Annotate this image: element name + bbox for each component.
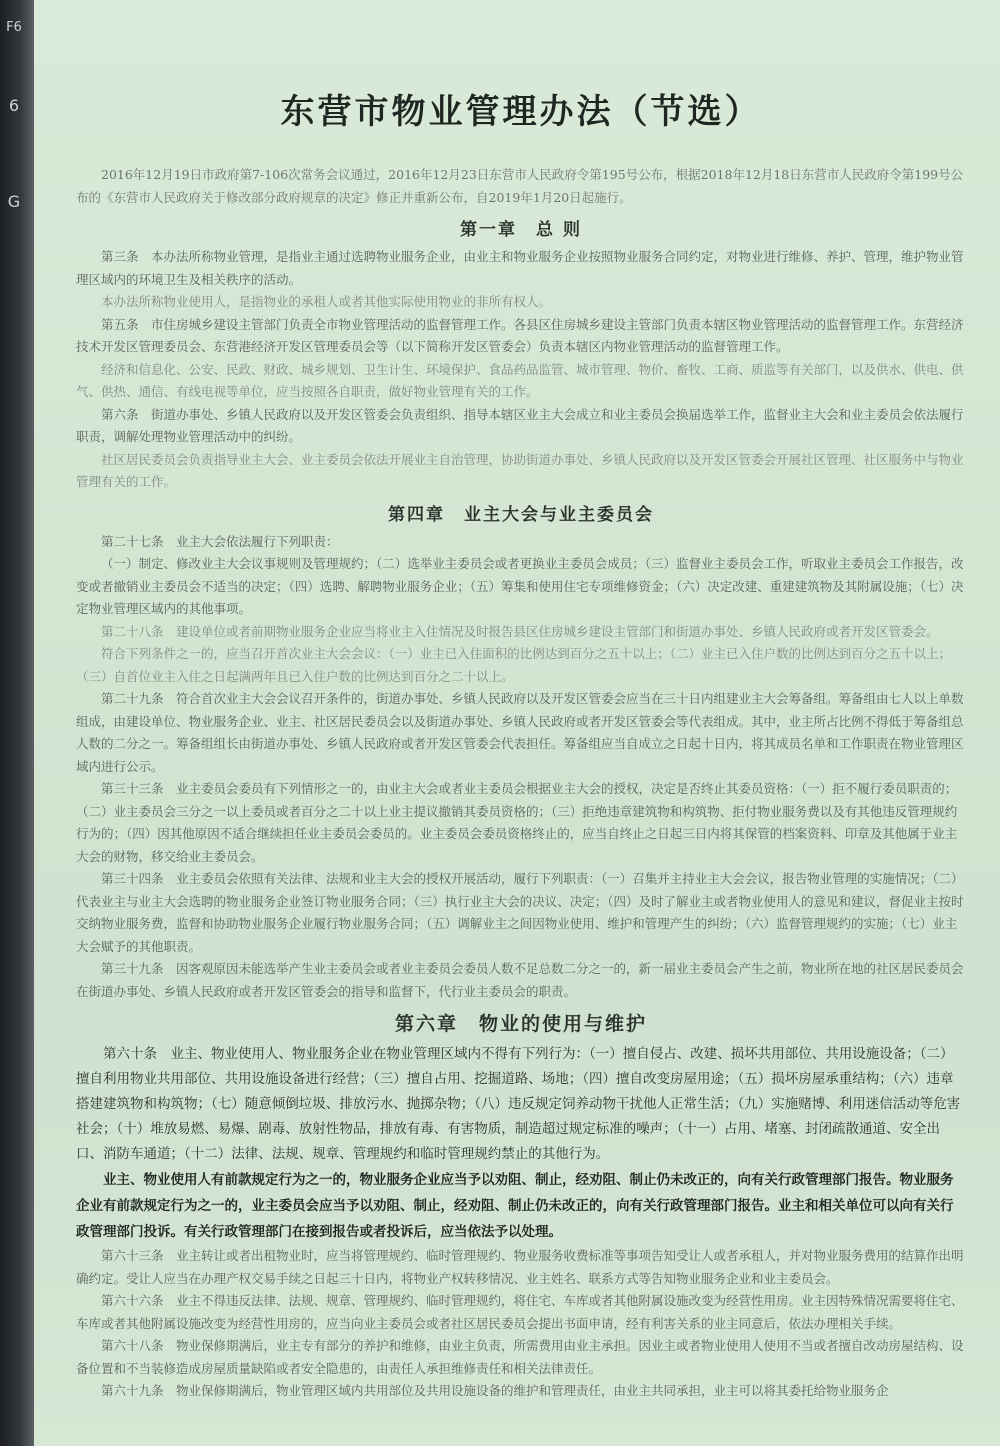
chapter-six-para: 第六十八条 物业保修期满后，业主专有部分的养护和维修，由业主负责，所需费用由业主承担。因业主或者物业使用人使用不当或者擅自改动房屋结构、设备位置和不当装修造成房屋质量缺陷或者安全隐患的，由责任人承担维修责任和相关法律责任。 [76, 1338, 964, 1376]
chapter-one-para: 第六条 街道办事处、乡镇人民政府以及开发区管委会负责组织、指导本辖区业主大会成立和业主委员会换届选举工作，监督业主大会和业主委员会依法履行职责，调解处理物业管理活动中的纠纷。 [76, 406, 964, 444]
chapter-six-para: 第六十三条 业主转让或者出租物业时，应当将管理规约、临时管理规约、物业服务收费标准等事项告知受让人或者承租人，并对物业服务费用的结算作出明确约定。受让人应当在办理产权交易手续之日起三十日内，将物业产权转移情况、业主姓名、联系方式等告知物业服务企业和业主委员会。 [76, 1248, 964, 1286]
chapter-four-para: 第二十九条 符合首次业主大会会议召开条件的，街道办事处、乡镇人民政府以及开发区管委会应当在三十日内组建业主大会筹备组。筹备组由七人以上单数组成，由建设单位、物业服务企业、业主、社区居民委员会以及街道办事处、乡镇人民政府或者开发区管委会等代表组成。其中，业主所占比例不得低于筹备组总人数的二分之一。筹备组组长由街道办事处、乡镇人民政府或者开发区管委会代表担任。筹备组应当自成立之日起十日内，将其成员名单和工作职责在物业管理区域内进行公示。 [76, 691, 964, 774]
chapter-four-para: 第三十九条 因客观原因未能选举产生业主委员会或者业主委员会委员人数不足总数二分之一的，新一届业主委员会产生之前，物业所在地的社区居民委员会在街道办事处、乡镇人民政府或者开发区管委会的指导和监督下，代行业主委员会的职责。 [76, 961, 964, 999]
chapter-one-title: 第一章 总 则 [460, 220, 582, 240]
document-page [34, 0, 1000, 1446]
chapter-four-para: 第二十八条 建设单位或者前期物业服务企业应当将业主入住情况及时报告县区住房城乡建设主管部门和街道办事处、乡镇人民政府或者开发区管委会。 [101, 623, 939, 639]
chapter-one-para: 社区居民委员会负责指导业主大会、业主委员会依法开展业主自治管理，协助街道办事处、乡镇人民政府以及开发区管委会开展社区管理、社区服务中与物业管理有关的工作。 [76, 451, 964, 489]
keyboard-edge [0, 0, 34, 1446]
document-intro: 2016年12月19日市政府第7-106次常务会议通过，2016年12月23日东营市人民政府令第195号公布，根据2018年12月18日东营市人民政府令第199号公布的《东营市人民政府关于修改部分政府规章的决定》修正并重新公布，自2019年1月20日起施行。 [76, 167, 964, 205]
document-title: 东营市物业管理办法（节选） [280, 92, 762, 132]
chapter-one-para: 第三条 本办法所称物业管理，是指业主通过选聘物业服务企业，由业主和物业服务企业按照物业服务合同约定，对物业进行维修、养护、管理，维护物业管理区域内的环境卫生及相关秩序的活动。 [76, 249, 964, 287]
chapter-four-para: 第三十三条 业主委员会委员有下列情形之一的，由业主大会或者业主委员会根据业主大会的授权，决定是否终止其委员资格：（一）拒不履行委员职责的；（二）业主委员会三分之一以上委员或者百分之二十以上业主提议撤销其委员资格的；（三）拒绝违章建筑物和构筑物、拒付物业服务费以及有其他违反管理规约行为的；（四）因其他原因不适合继续担任业主委员会委员的。业主委员会委员资格终止的，应当自终止之日起三日内将其保管的档案资料、印章及其他属于业主大会的财物，移交给业主委员会。 [76, 781, 958, 864]
keyboard-key-g: G [7, 192, 21, 211]
chapter-four-para: 第二十七条 业主大会依法履行下列职责： [101, 533, 339, 549]
chapter-four-title: 第四章 业主大会与业主委员会 [388, 504, 654, 525]
chapter-six-title: 第六章 物业的使用与维护 [394, 1013, 647, 1035]
chapter-six-para: 第六十六条 业主不得违反法律、法规、规章、管理规约、临时管理规约，将住宅、车库或者其他附属设施改变为经营性用房。业主因特殊情况需要将住宅、车库或者其他附属设施改变为经营性用房的，应当向业主委员会或者社区居民委员会提出书面申请，经有利害关系的业主同意后，依法办理相关手续。 [76, 1293, 964, 1331]
chapter-one-para: 经济和信息化、公安、民政、财政、城乡规划、卫生计生、环境保护、食品药品监管、城市管理、物价、畜牧、工商、质监等有关部门，以及供水、供电、供气、供热、通信、有线电视等单位，应当按照各自职责，做好物业管理有关的工作。 [76, 361, 964, 399]
chapter-one-para: 本办法所称物业使用人，是指物业的承租人或者其他实际使用物业的非所有权人。 [101, 294, 552, 309]
chapter-six-para: 第六十条 业主、物业使用人、物业服务企业在物业管理区域内不得有下列行为：（一）擅自侵占、改建、损坏共用部位、共用设施设备；（二）擅自利用物业共用部位、共用设施设备进行经营；（三）擅自占用、挖掘道路、场地；（四）擅自改变房屋用途；（五）损坏房屋承重结构；（六）违章搭建建筑物和构筑物；（七）随意倾倒垃圾、排放污水、抛掷杂物；（八）违反规定饲养动物干扰他人正常生活；（九）实施赌博、利用迷信活动等危害社会；（十）堆放易燃、易爆、剧毒、放射性物品，排放有毒、有害物质，制造超过规定标准的噪声；（十一）占用、堵塞、封闭疏散通道、安全出口、消防车通道；（十二）法律、法规、规章、管理规约和临时管理规约禁止的其他行为。 [76, 1046, 961, 1162]
chapter-one-para: 第五条 市住房城乡建设主管部门负责全市物业管理活动的监督管理工作。各县区住房城乡建设主管部门负责本辖区物业管理活动的监督管理工作。东营经济技术开发区管理委员会、东营港经济开发区管理委员会等（以下简称开发区管委会）负责本辖区内物业管理活动的监督管理工作。 [76, 316, 964, 354]
chapter-six-para: 第六十九条 物业保修期满后，物业管理区域内共用部位及共用设施设备的维护和管理责任，由业主共同承担，业主可以将其委托给物业服务企 [101, 1383, 889, 1398]
chapter-four-para: （一）制定、修改业主大会议事规则及管理规约；（二）选举业主委员会或者更换业主委员会成员；（三）监督业主委员会工作，听取业主委员会工作报告，改变或者撤销业主委员会不适当的决定；（四）选聘、解聘物业服务企业；（五）筹集和使用住宅专项维修资金；（六）决定改建、重建建筑物及其附属设施；（七）决定物业管理区域内的其他事项。 [76, 556, 964, 616]
keyboard-key-6: 6 [8, 96, 20, 115]
chapter-six-para: 业主、物业使用人有前款规定行为之一的，物业服务企业应当予以劝阻、制止，经劝阻、制止仍未改正的，向有关行政管理部门报告。物业服务企业有前款规定行为之一的，业主委员会应当予以劝阻、制止，经劝阻、制止仍未改正的，向有关行政管理部门报告。业主和相关单位可以向有关行政管理部门投诉。有关行政管理部门在接到报告或者投诉后，应当依法予以处理。 [76, 1172, 954, 1240]
chapter-four-para: 第三十四条 业主委员会依照有关法律、法规和业主大会的授权开展活动，履行下列职责：（一）召集并主持业主大会会议，报告物业管理的实施情况；（二）代表业主与业主大会选聘的物业服务企业签订物业服务合同；（三）执行业主大会的决议、决定；（四）及时了解业主或者物业使用人的意见和建议，督促业主按时交纳物业服务费，监督和协助物业服务企业履行物业服务合同；（五）调解业主之间因物业使用、维护和管理产生的纠纷；（六）监督管理规约的实施；（七）业主大会赋予的其他职责。 [76, 871, 964, 954]
keyboard-key-f6: F6 [6, 20, 22, 35]
chapter-four-para: 符合下列条件之一的，应当召开首次业主大会会议：（一）业主已入住面积的比例达到百分之五十以上；（二）业主已入住户数的比例达到百分之五十以上；（三）自首位业主入住之日起满两年且已入住户数的比例达到百分之二十以上。 [76, 646, 952, 684]
